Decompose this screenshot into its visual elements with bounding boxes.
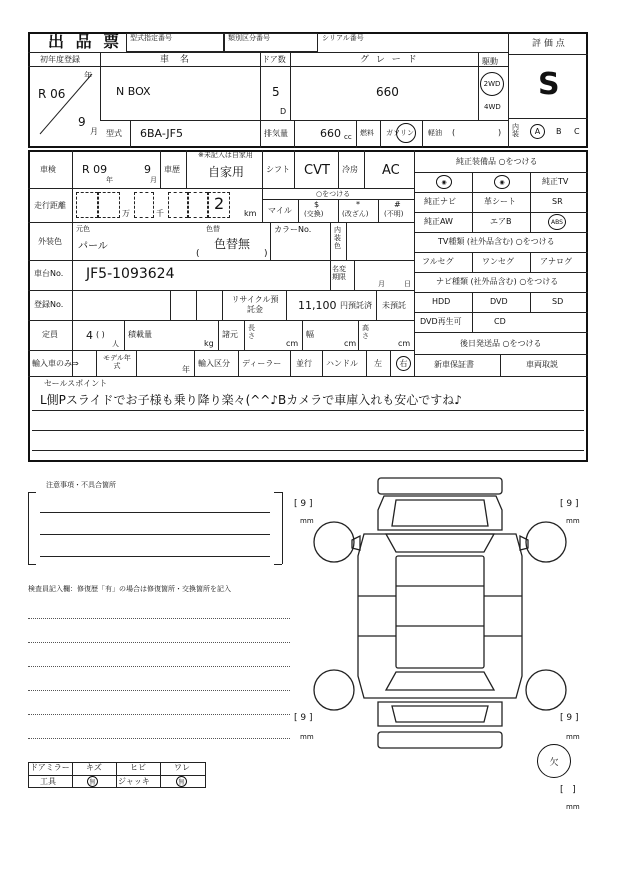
divider: [414, 232, 588, 233]
divider: [500, 354, 501, 376]
recycle-label: リサイクル預託金: [231, 295, 279, 314]
divider: [28, 290, 414, 291]
equip-mirror: ドアミラー: [30, 763, 70, 772]
shift-value: CVT: [304, 163, 330, 178]
bracket: [274, 564, 282, 565]
interior-label: 内装: [512, 123, 519, 138]
divider: [260, 52, 261, 148]
divider: [414, 172, 588, 173]
inspection-label: 車検: [40, 165, 56, 174]
later-warranty[interactable]: 新車保証書: [434, 360, 474, 369]
divider: [32, 410, 584, 411]
divider: [196, 290, 197, 320]
history-label: 車歴: [164, 165, 180, 174]
divider: [28, 188, 414, 189]
divider: [414, 272, 588, 273]
interior-color-label: 内装色: [334, 226, 341, 251]
mileage-swap-mark: $: [314, 200, 320, 209]
model-year-label: モデル年式: [103, 354, 131, 371]
door-type: D: [280, 107, 287, 116]
original-color: パール: [78, 241, 108, 252]
divider: [414, 354, 588, 355]
divider: [294, 120, 295, 148]
divider: [414, 292, 588, 293]
divider: [262, 188, 263, 222]
inspector-line: [28, 738, 290, 739]
inspection-value: R 09: [82, 163, 108, 176]
divider: [116, 762, 117, 788]
divider: [414, 212, 588, 213]
handle-left[interactable]: 左: [374, 359, 382, 368]
divider: [530, 292, 531, 312]
form-title: 出 品 票: [48, 32, 123, 51]
door-label: ドア数: [262, 55, 286, 64]
original-color-label: 元色: [76, 225, 90, 233]
option-genuine-aw[interactable]: 純正AW: [424, 217, 453, 226]
notes-line: [40, 512, 270, 513]
capacity-value: 4: [86, 329, 93, 342]
divider: [346, 222, 347, 260]
mileage-unknown-mark: #: [394, 200, 401, 209]
handle-right[interactable]: 右: [396, 356, 411, 371]
power-window-icon[interactable]: ◉: [494, 175, 510, 189]
divider: [186, 150, 187, 188]
option-airbag[interactable]: エアB: [490, 217, 512, 226]
first-reg-month-unit: 月: [90, 127, 98, 136]
divider: [530, 172, 531, 232]
fuel-label: 燃料: [360, 129, 374, 137]
mileage-label: 走行距離: [34, 201, 66, 210]
divider: [270, 222, 271, 260]
divider: [28, 260, 414, 261]
divider: [414, 332, 588, 333]
mileage-swap[interactable]: (交換): [304, 210, 324, 218]
divider: [414, 312, 588, 313]
divider: [376, 290, 377, 320]
mileage-digit-1: [76, 192, 98, 218]
sunroof-icon[interactable]: ◉: [436, 175, 452, 189]
cc-unit: cc: [344, 133, 352, 141]
notes-line: [40, 556, 270, 557]
divider: [32, 430, 584, 431]
car-body-diagram: [312, 476, 572, 756]
ac-value: AC: [382, 163, 400, 178]
mileage-value: 2: [214, 194, 225, 213]
model-code: 6BA-JF5: [140, 127, 183, 140]
chassis-label: 車台No.: [34, 269, 64, 278]
history-value: 自家用: [208, 165, 245, 179]
inspector-label: 検査員記入欄：修復歴「有」の場合は修復箇所・交換箇所を記入: [28, 585, 231, 593]
divider: [298, 199, 299, 222]
type-approval-label: 型式指定番号: [130, 34, 172, 42]
serial-label: シリアル番号: [322, 34, 364, 42]
mileage-digit-3: [134, 192, 154, 218]
equip-tools-status[interactable]: 無: [87, 776, 98, 787]
divider: [244, 320, 245, 350]
inspection-month: 9: [144, 163, 151, 176]
bracket: [28, 492, 29, 564]
divider: [218, 320, 219, 350]
drive-4wd[interactable]: 4WD: [484, 103, 501, 111]
spare-tire-bracket: [ ]: [560, 785, 576, 795]
tire-rr-depth: 9: [566, 713, 573, 723]
first-reg-label: 初年度登録: [40, 55, 80, 64]
handle-label: ハンドル: [326, 359, 358, 368]
spare-tire-mm: mm: [566, 803, 580, 811]
divider: [124, 320, 125, 350]
divider: [414, 192, 588, 193]
divider: [262, 150, 263, 188]
spare-tire-icon: 欠: [537, 744, 571, 778]
divider: [390, 350, 391, 376]
drive-label: 駆動: [482, 57, 498, 66]
class-code-label: 類別区分番号: [228, 34, 270, 42]
sales-point-label: セールスポイント: [44, 379, 108, 388]
inspector-line: [28, 618, 290, 619]
mileage-digit-4: [168, 192, 188, 218]
divider: [472, 252, 473, 272]
option-abs[interactable]: ABS: [548, 214, 566, 230]
divider: [508, 54, 588, 55]
divider: [130, 120, 131, 148]
inspector-line: [28, 642, 290, 643]
tire-rl-depth: 9: [300, 713, 307, 723]
navi-hdd[interactable]: HDD: [432, 297, 451, 306]
options-header: 純正装備品 ○をつける: [456, 157, 538, 166]
recycle-amount: 11,100: [298, 299, 337, 312]
fuel-diesel[interactable]: 軽油: [428, 129, 442, 137]
navi-sd[interactable]: SD: [552, 297, 564, 306]
history-note: ※未記入は自家用: [198, 151, 253, 159]
divider: [364, 150, 365, 188]
divider: [290, 52, 291, 120]
bracket: [28, 492, 36, 493]
later-manual[interactable]: 車両取説: [526, 360, 558, 369]
notes-line: [40, 534, 270, 535]
tire-fl-bracket: [ 9 ]: [294, 499, 313, 509]
grade-label: 評 価 点: [532, 39, 565, 49]
tire-rr-mm: mm: [566, 733, 580, 741]
width-cm: cm: [344, 339, 357, 348]
navi-header: ナビ種類 (社外品含む) ○をつける: [436, 277, 559, 286]
door-count: 5: [272, 85, 280, 99]
tire-fr-bracket: [ 9 ]: [560, 499, 579, 509]
car-name-label: 車 名: [160, 55, 193, 65]
divider: [100, 120, 508, 121]
first-reg-month: 9: [78, 115, 86, 129]
tire-fl-depth: 9: [300, 499, 307, 509]
mileage-digit-5: [188, 192, 208, 218]
tire-rr-bracket: [ 9 ]: [560, 713, 579, 723]
inspection-month-unit: 月: [150, 176, 157, 184]
tv-oneseg[interactable]: ワンセグ: [482, 257, 514, 266]
import-dealer[interactable]: ディーラー: [242, 359, 282, 368]
displacement: 660: [320, 127, 341, 140]
divider: [508, 32, 509, 148]
tv-analog[interactable]: アナログ: [540, 257, 572, 266]
width-label: 幅: [306, 330, 314, 339]
shift-label: シフト: [266, 165, 290, 174]
bracket: [28, 564, 36, 565]
dvd-playback[interactable]: DVD再生可: [420, 317, 462, 326]
divider: [160, 150, 161, 188]
divider: [136, 350, 137, 376]
inspection-year-unit: 年: [106, 176, 113, 184]
ac-label: 冷房: [342, 165, 358, 174]
divider: [28, 350, 414, 351]
divider: [478, 52, 479, 120]
model-year-unit: 年: [182, 365, 190, 374]
divider: [414, 252, 588, 253]
option-sr[interactable]: SR: [552, 197, 563, 206]
divider: [28, 320, 414, 321]
first-reg-era: R 06: [38, 87, 66, 101]
divider: [96, 350, 97, 376]
later-header: 後日発送品 ○をつける: [460, 339, 542, 348]
divider: [294, 150, 295, 188]
displacement-label: 排気量: [264, 129, 288, 138]
inspector-line: [28, 666, 290, 667]
grade-col-label: グ レ ー ド: [360, 55, 419, 65]
import-label: 輸入車のみ⇒: [32, 359, 79, 368]
divider: [358, 320, 359, 350]
equip-tools: 工具: [40, 777, 56, 786]
option-genuine-navi[interactable]: 純正ナビ: [424, 197, 456, 206]
recycle-unit: 円預託済: [340, 301, 372, 310]
length-cm: cm: [286, 339, 299, 348]
name-change-label: 名変期限: [332, 265, 346, 282]
divider: [32, 450, 584, 451]
navi-dvd[interactable]: DVD: [490, 297, 508, 306]
divider: [422, 120, 423, 148]
divider: [170, 290, 171, 320]
color-label: 外装色: [38, 237, 62, 246]
mileage-digit-2: [98, 192, 120, 218]
notes-label: 注意事項・不具合箇所: [46, 481, 116, 489]
divider: [28, 376, 588, 377]
bracket: [282, 492, 283, 564]
divider: [338, 150, 339, 188]
tire-fr-depth: 9: [566, 499, 573, 509]
chassis-number: JF5-1093624: [86, 266, 175, 282]
equip-jack-status[interactable]: 無: [176, 776, 187, 787]
interior-grade-c[interactable]: C: [574, 127, 580, 136]
divider: [378, 199, 379, 222]
capacity-label: 定員: [42, 330, 58, 339]
divider: [100, 52, 101, 120]
mileage-mile[interactable]: マイル: [268, 206, 292, 215]
not-deposited[interactable]: 未預託: [382, 301, 406, 310]
tire-fr-mm: mm: [566, 517, 580, 525]
divider: [472, 172, 473, 232]
interior-grade-b[interactable]: B: [556, 127, 562, 136]
equip-crack: ヒビ: [130, 763, 146, 772]
fuel-paren-close: ): [498, 128, 502, 137]
equip-break: ワレ: [174, 763, 190, 772]
mileage-km: km: [244, 209, 257, 218]
inspector-line: [28, 714, 290, 715]
divider: [286, 290, 287, 320]
color-no-label: カラーNo.: [274, 225, 312, 234]
inspector-line: [28, 690, 290, 691]
equip-scratch: キズ: [86, 763, 102, 772]
mileage-man: 万: [122, 209, 130, 218]
import-class-label: 輸入区分: [198, 359, 230, 368]
fuel-gasoline-circle: [396, 123, 416, 143]
mileage-tamper-mark: *: [356, 200, 360, 209]
divider: [222, 290, 223, 320]
divider: [356, 120, 357, 148]
divider: [414, 150, 415, 376]
load-label: 積載量: [128, 330, 152, 339]
dims-label: 諸元: [222, 330, 238, 339]
length-label: 長さ: [248, 324, 255, 341]
repaint-paren-close: ): [264, 249, 268, 259]
divider: [380, 120, 381, 148]
capacity-paren: ( ): [96, 330, 105, 339]
first-reg-year-unit: 年: [84, 71, 92, 80]
load-kg: kg: [204, 339, 214, 348]
bracket: [274, 492, 282, 493]
divider: [72, 762, 73, 788]
divider: [194, 350, 195, 376]
repaint-label: 色替: [206, 225, 220, 233]
drive-2wd[interactable]: 2WD: [480, 72, 504, 96]
fuel-gasoline[interactable]: ガソリン: [386, 129, 414, 137]
divider: [290, 350, 291, 376]
divider: [354, 260, 355, 290]
tire-rl-bracket: [ 9 ]: [294, 713, 313, 723]
divider: [330, 222, 331, 260]
height-label: 高さ: [362, 324, 369, 341]
divider: [322, 350, 323, 376]
car-name: N BOX: [116, 85, 151, 98]
divider: [160, 762, 161, 788]
auction-grade: S: [538, 67, 560, 102]
mileage-tamper[interactable]: (改ざん): [342, 210, 369, 218]
divider: [330, 260, 331, 290]
car-grade: 660: [376, 85, 399, 99]
divider: [302, 320, 303, 350]
divider: [508, 118, 588, 119]
reg-no-label: 登録No.: [34, 300, 64, 309]
model-code-label: 型式: [106, 129, 122, 138]
tire-fl-mm: mm: [300, 517, 314, 525]
divider: [238, 350, 239, 376]
repaint-paren-open: (: [196, 249, 200, 259]
repaint-value: 色替無: [214, 237, 251, 251]
divider: [366, 350, 367, 376]
tv-header: TV種類 (社外品含む) ○をつける: [438, 237, 555, 246]
mileage-unknown[interactable]: (不明): [384, 210, 404, 218]
interior-grade-a[interactable]: A: [530, 124, 545, 139]
import-parallel[interactable]: 並行: [296, 359, 312, 368]
tire-rl-mm: mm: [300, 733, 314, 741]
divider: [530, 252, 531, 272]
fuel-paren-open: (: [452, 128, 456, 137]
option-genuine-tv[interactable]: 純正TV: [542, 177, 569, 186]
mileage-sen: 千: [156, 209, 164, 218]
divider: [28, 222, 414, 223]
name-change-day: 日: [404, 280, 411, 288]
divider: [72, 150, 73, 376]
name-change-month: 月: [378, 280, 385, 288]
height-cm: cm: [398, 339, 411, 348]
tv-fullseg[interactable]: フルセグ: [422, 257, 454, 266]
capacity-unit: 人: [112, 340, 119, 348]
cd[interactable]: CD: [494, 317, 506, 326]
equip-jack: ジャッキ: [118, 777, 150, 786]
divider: [338, 199, 339, 222]
sales-point-text: L側Pスライドでお子様も乗り降り楽々(^^♪Bカメラで車庫入れも安心ですね♪: [40, 393, 462, 407]
mileage-note: ○をつける: [316, 190, 351, 198]
option-leather-seat[interactable]: 革シート: [484, 197, 516, 206]
